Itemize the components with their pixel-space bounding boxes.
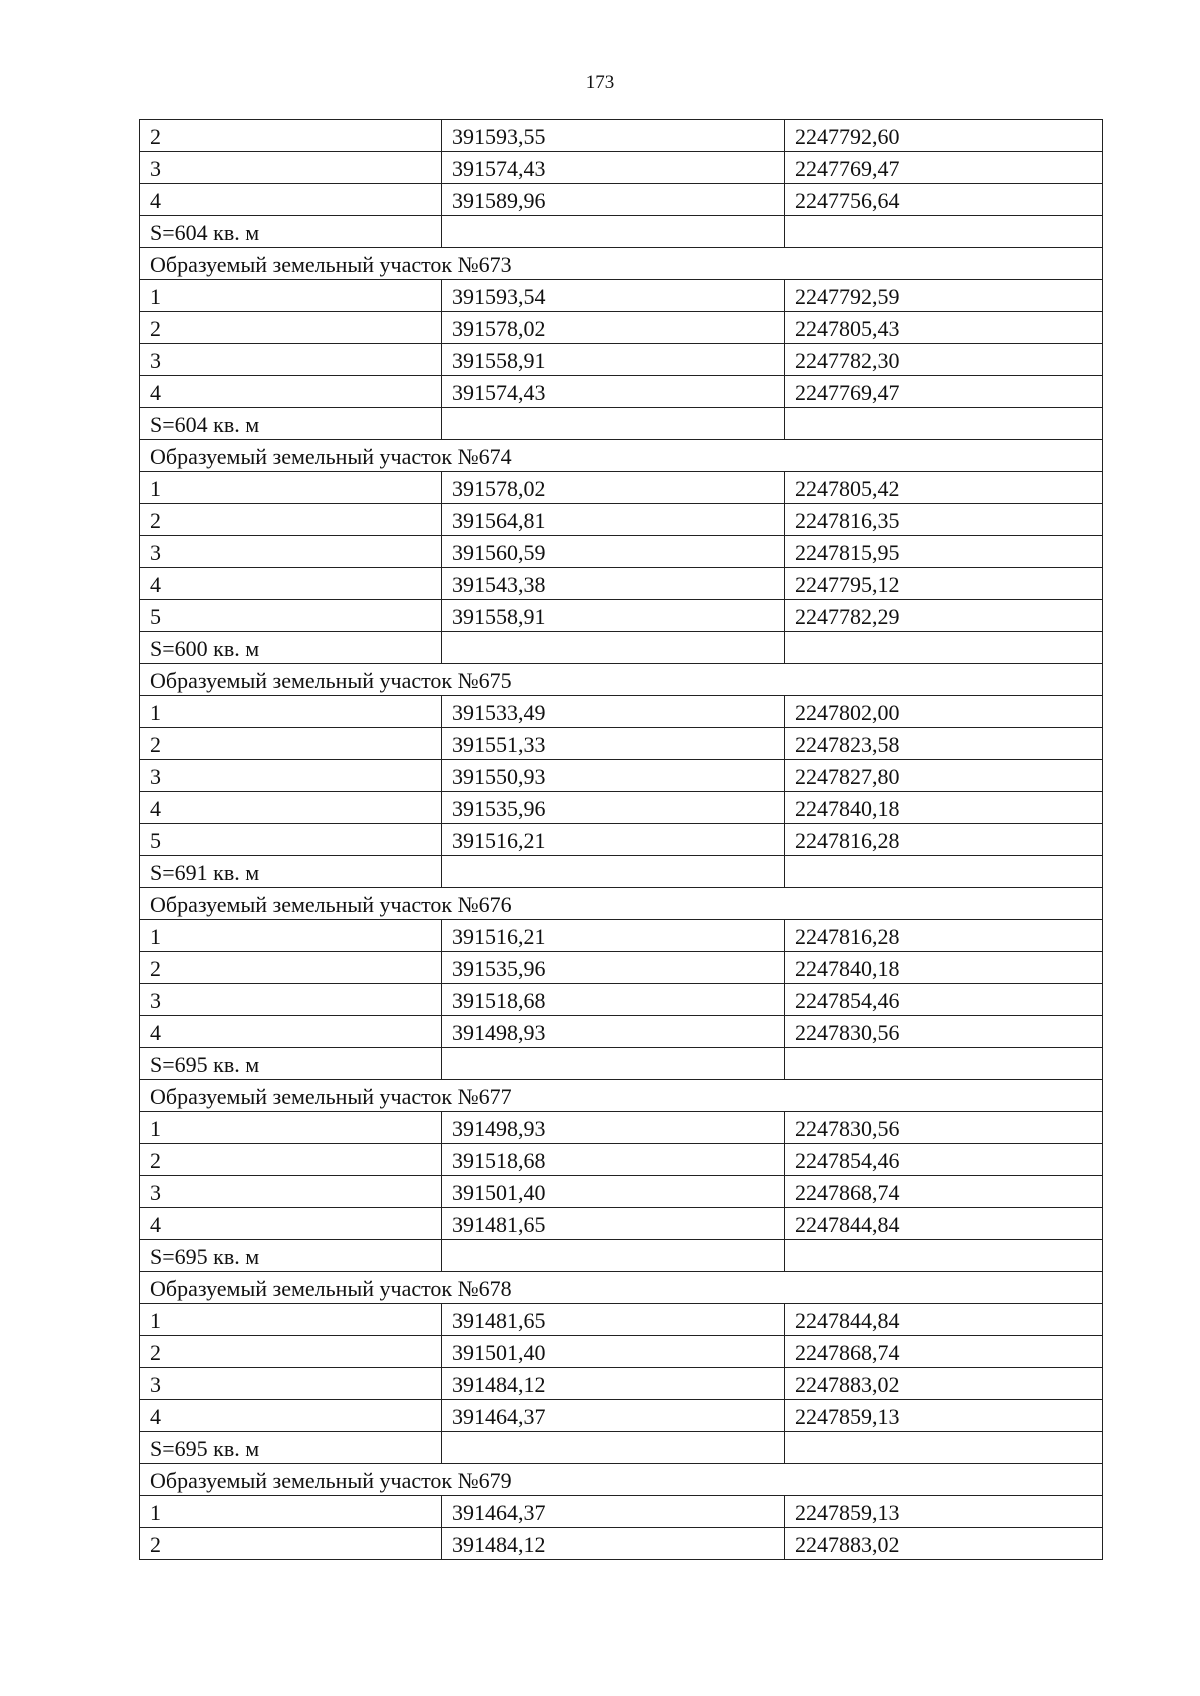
parcel-area-row <box>140 1048 1103 1080</box>
x-coordinate: 391464,37 <box>442 1400 785 1432</box>
point-row <box>140 504 1103 536</box>
y-coordinate: 2247830,56 <box>785 1016 1103 1048</box>
point-row <box>140 472 1103 504</box>
x-coordinate: 391484,12 <box>442 1368 785 1400</box>
x-coordinate: 391558,91 <box>442 600 785 632</box>
point-number: 1 <box>140 696 442 728</box>
point-number: 1 <box>140 1304 442 1336</box>
x-coordinate: 391558,91 <box>442 344 785 376</box>
y-coordinate: 2247827,80 <box>785 760 1103 792</box>
point-row <box>140 568 1103 600</box>
parcel-area: S=695 кв. м <box>140 1048 442 1080</box>
point-number: 4 <box>140 792 442 824</box>
x-coordinate: 391518,68 <box>442 984 785 1016</box>
y-coordinate: 2247844,84 <box>785 1304 1103 1336</box>
empty-cell <box>442 1048 785 1080</box>
point-row <box>140 600 1103 632</box>
x-coordinate: 391464,37 <box>442 1496 785 1528</box>
x-coordinate: 391578,02 <box>442 472 785 504</box>
x-coordinate: 391533,49 <box>442 696 785 728</box>
point-number: 1 <box>140 280 442 312</box>
point-row <box>140 536 1103 568</box>
x-coordinate: 391484,12 <box>442 1528 785 1560</box>
x-coordinate: 391564,81 <box>442 504 785 536</box>
point-number: 2 <box>140 120 442 152</box>
y-coordinate: 2247868,74 <box>785 1336 1103 1368</box>
x-coordinate: 391560,59 <box>442 536 785 568</box>
point-number: 3 <box>140 344 442 376</box>
x-coordinate: 391501,40 <box>442 1176 785 1208</box>
x-coordinate: 391550,93 <box>442 760 785 792</box>
empty-cell <box>442 408 785 440</box>
parcel-heading: Образуемый земельный участок №675 <box>140 664 1103 696</box>
point-row <box>140 1368 1103 1400</box>
x-coordinate: 391578,02 <box>442 312 785 344</box>
point-number: 4 <box>140 1016 442 1048</box>
empty-cell <box>785 632 1103 664</box>
point-number: 2 <box>140 1528 442 1560</box>
parcel-heading: Образуемый земельный участок №677 <box>140 1080 1103 1112</box>
y-coordinate: 2247816,35 <box>785 504 1103 536</box>
x-coordinate: 391593,54 <box>442 280 785 312</box>
point-row <box>140 952 1103 984</box>
point-number: 1 <box>140 472 442 504</box>
empty-cell <box>785 1048 1103 1080</box>
point-number: 4 <box>140 568 442 600</box>
point-row <box>140 728 1103 760</box>
x-coordinate: 391543,38 <box>442 568 785 600</box>
parcel-area-row <box>140 856 1103 888</box>
y-coordinate: 2247854,46 <box>785 1144 1103 1176</box>
parcel-heading: Образуемый земельный участок №673 <box>140 248 1103 280</box>
x-coordinate: 391481,65 <box>442 1208 785 1240</box>
y-coordinate: 2247854,46 <box>785 984 1103 1016</box>
point-number: 4 <box>140 376 442 408</box>
empty-cell <box>785 1240 1103 1272</box>
point-row <box>140 1016 1103 1048</box>
coordinates-table <box>139 119 1103 1560</box>
x-coordinate: 391535,96 <box>442 792 785 824</box>
x-coordinate: 391518,68 <box>442 1144 785 1176</box>
x-coordinate: 391501,40 <box>442 1336 785 1368</box>
parcel-area: S=604 кв. м <box>140 408 442 440</box>
empty-cell <box>442 856 785 888</box>
point-number: 2 <box>140 952 442 984</box>
x-coordinate: 391574,43 <box>442 152 785 184</box>
point-number: 1 <box>140 920 442 952</box>
y-coordinate: 2247830,56 <box>785 1112 1103 1144</box>
x-coordinate: 391574,43 <box>442 376 785 408</box>
parcel-area: S=600 кв. м <box>140 632 442 664</box>
empty-cell <box>785 216 1103 248</box>
point-number: 2 <box>140 504 442 536</box>
y-coordinate: 2247756,64 <box>785 184 1103 216</box>
page-number: 173 <box>585 72 615 93</box>
y-coordinate: 2247816,28 <box>785 824 1103 856</box>
parcel-heading-row <box>140 664 1103 696</box>
point-number: 3 <box>140 1368 442 1400</box>
parcel-area-row <box>140 1240 1103 1272</box>
y-coordinate: 2247840,18 <box>785 952 1103 984</box>
point-row <box>140 1176 1103 1208</box>
point-number: 3 <box>140 536 442 568</box>
point-row <box>140 1336 1103 1368</box>
y-coordinate: 2247782,29 <box>785 600 1103 632</box>
x-coordinate: 391498,93 <box>442 1016 785 1048</box>
y-coordinate: 2247823,58 <box>785 728 1103 760</box>
parcel-area: S=695 кв. м <box>140 1240 442 1272</box>
point-row <box>140 920 1103 952</box>
y-coordinate: 2247792,60 <box>785 120 1103 152</box>
parcel-heading-row <box>140 1464 1103 1496</box>
y-coordinate: 2247795,12 <box>785 568 1103 600</box>
point-number: 3 <box>140 1176 442 1208</box>
y-coordinate: 2247840,18 <box>785 792 1103 824</box>
x-coordinate: 391481,65 <box>442 1304 785 1336</box>
parcel-area-row <box>140 408 1103 440</box>
empty-cell <box>785 1432 1103 1464</box>
point-row <box>140 1144 1103 1176</box>
point-row <box>140 312 1103 344</box>
point-number: 3 <box>140 152 442 184</box>
empty-cell <box>442 632 785 664</box>
parcel-heading: Образуемый земельный участок №676 <box>140 888 1103 920</box>
parcel-area-row <box>140 216 1103 248</box>
y-coordinate: 2247782,30 <box>785 344 1103 376</box>
parcel-area: S=691 кв. м <box>140 856 442 888</box>
empty-cell <box>785 856 1103 888</box>
y-coordinate: 2247815,95 <box>785 536 1103 568</box>
x-coordinate: 391498,93 <box>442 1112 785 1144</box>
x-coordinate: 391535,96 <box>442 952 785 984</box>
x-coordinate: 391589,96 <box>442 184 785 216</box>
point-row <box>140 1496 1103 1528</box>
parcel-heading-row <box>140 1080 1103 1112</box>
point-number: 3 <box>140 760 442 792</box>
y-coordinate: 2247859,13 <box>785 1400 1103 1432</box>
x-coordinate: 391593,55 <box>442 120 785 152</box>
point-number: 2 <box>140 312 442 344</box>
empty-cell <box>785 408 1103 440</box>
parcel-heading-row <box>140 440 1103 472</box>
point-row <box>140 792 1103 824</box>
point-row <box>140 1112 1103 1144</box>
point-row <box>140 1304 1103 1336</box>
point-number: 5 <box>140 824 442 856</box>
y-coordinate: 2247868,74 <box>785 1176 1103 1208</box>
empty-cell <box>442 1240 785 1272</box>
y-coordinate: 2247805,43 <box>785 312 1103 344</box>
point-number: 4 <box>140 184 442 216</box>
y-coordinate: 2247844,84 <box>785 1208 1103 1240</box>
parcel-heading-row <box>140 888 1103 920</box>
x-coordinate: 391551,33 <box>442 728 785 760</box>
point-row <box>140 120 1103 152</box>
point-number: 1 <box>140 1112 442 1144</box>
parcel-heading: Образуемый земельный участок №679 <box>140 1464 1103 1496</box>
parcel-heading-row <box>140 248 1103 280</box>
x-coordinate: 391516,21 <box>442 824 785 856</box>
point-row <box>140 824 1103 856</box>
point-row <box>140 760 1103 792</box>
y-coordinate: 2247805,42 <box>785 472 1103 504</box>
coordinates-table-body <box>140 120 1103 1560</box>
point-row <box>140 376 1103 408</box>
point-row <box>140 152 1103 184</box>
point-number: 3 <box>140 984 442 1016</box>
point-number: 4 <box>140 1208 442 1240</box>
parcel-heading: Образуемый земельный участок №678 <box>140 1272 1103 1304</box>
point-number: 2 <box>140 1336 442 1368</box>
parcel-area: S=604 кв. м <box>140 216 442 248</box>
point-row <box>140 280 1103 312</box>
y-coordinate: 2247792,59 <box>785 280 1103 312</box>
parcel-heading: Образуемый земельный участок №674 <box>140 440 1103 472</box>
point-number: 2 <box>140 1144 442 1176</box>
point-row <box>140 984 1103 1016</box>
x-coordinate: 391516,21 <box>442 920 785 952</box>
parcel-area-row <box>140 1432 1103 1464</box>
point-row <box>140 696 1103 728</box>
parcel-area-row <box>140 632 1103 664</box>
point-row <box>140 1400 1103 1432</box>
point-row <box>140 344 1103 376</box>
point-row <box>140 1528 1103 1560</box>
y-coordinate: 2247883,02 <box>785 1528 1103 1560</box>
empty-cell <box>442 1432 785 1464</box>
y-coordinate: 2247769,47 <box>785 376 1103 408</box>
point-number: 1 <box>140 1496 442 1528</box>
point-number: 4 <box>140 1400 442 1432</box>
point-number: 2 <box>140 728 442 760</box>
y-coordinate: 2247769,47 <box>785 152 1103 184</box>
parcel-heading-row <box>140 1272 1103 1304</box>
point-number: 5 <box>140 600 442 632</box>
point-row <box>140 1208 1103 1240</box>
y-coordinate: 2247802,00 <box>785 696 1103 728</box>
y-coordinate: 2247859,13 <box>785 1496 1103 1528</box>
y-coordinate: 2247883,02 <box>785 1368 1103 1400</box>
point-row <box>140 184 1103 216</box>
y-coordinate: 2247816,28 <box>785 920 1103 952</box>
empty-cell <box>442 216 785 248</box>
parcel-area: S=695 кв. м <box>140 1432 442 1464</box>
